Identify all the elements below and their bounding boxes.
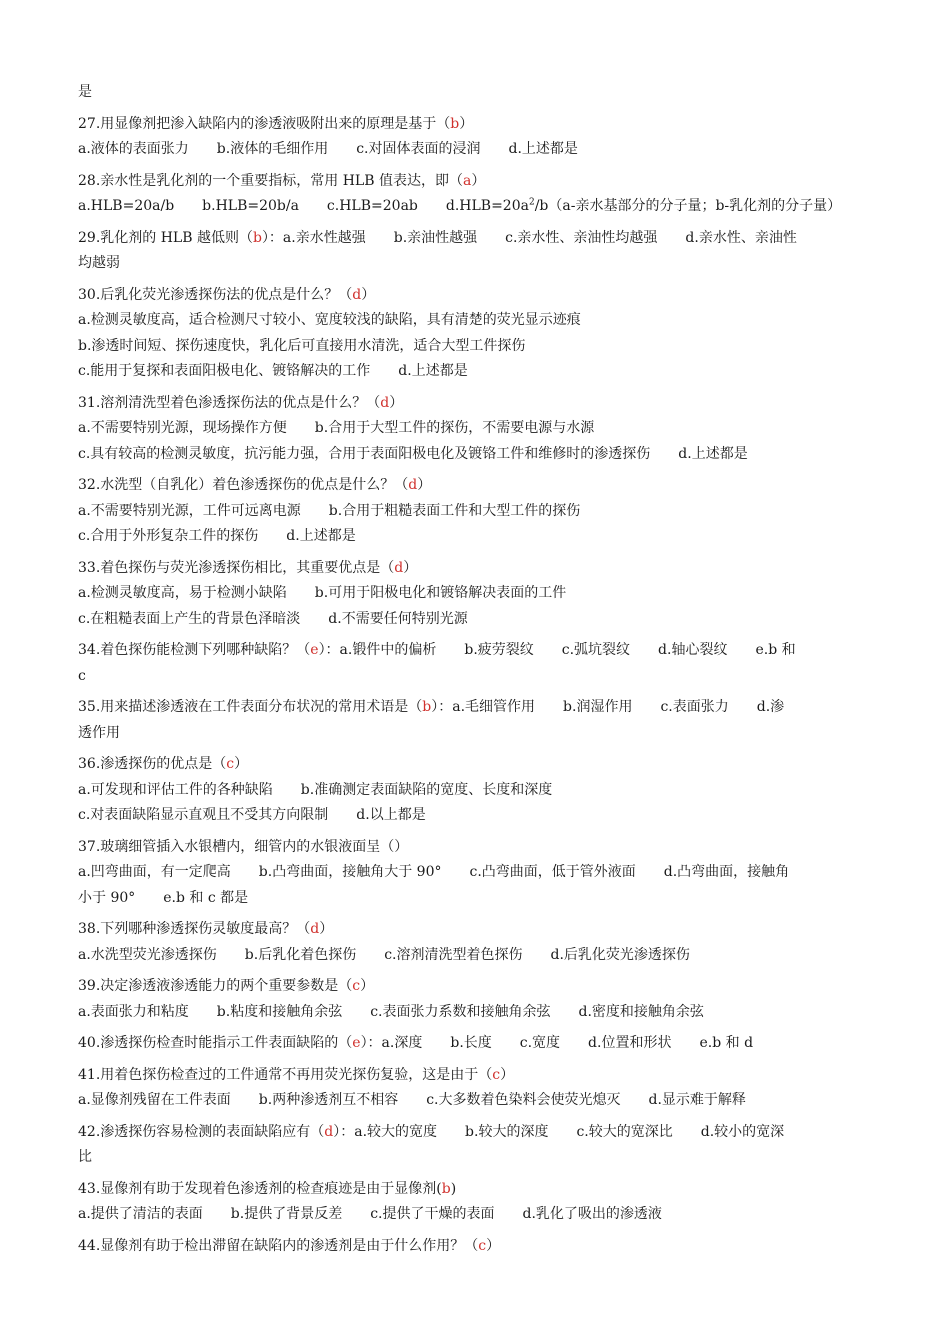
question-text-tail: ）：a.深度 b.长度 c.宽度 d.位置和形状 e.b 和 d [360,1035,754,1051]
question-text: 43.显像剂有助于发现着色渗透剂的检查痕迹是由于显像剂( [78,1180,442,1197]
options-line: a.提供了清洁的表面 b.提供了背景反差 c.提供了干燥的表面 d.乳化了吸出的渗透液 [78,1206,662,1222]
question-line [78,917,874,943]
continuation-line: c [78,667,86,684]
answer-letter: d [394,559,404,576]
question-text-tail: ）：a.亲水性越强 b.亲油性越强 c.亲水性、亲油性均越强 d.亲水性、亲油性 [261,229,797,246]
question-text: 32.水洗型（自乳化）着色渗透探伤的优点是什么？（ [78,477,409,493]
question-text-tail: ） [234,756,249,772]
options-line: c.具有较高的检测灵敏度，抗污能力强，合用于表面阳极电化及镀铬工件和维修时的渗透探伤 d.上述都是 [78,445,748,462]
continuation-line: 透作用 [78,724,120,741]
options-line: a.检测灵敏度高，适合检测尺寸较小、宽度较浅的缺陷，具有清楚的荧光显示迹痕 [78,312,581,328]
answer-letter: c [492,1066,501,1083]
options-line: a.可发现和评估工件的各种缺陷 b.准确测定表面缺陷的宽度、长度和深度 [78,781,553,798]
question-text-tail: ） [361,286,376,303]
question-text: 27.用显像剂把渗入缺陷内的渗透液吸附出来的原理是基于（ [78,115,451,132]
answer-letter: b [441,1180,451,1197]
answer-letter: c [352,978,361,994]
answer-letter: b [450,115,460,132]
question-text: 42.渗透探伤容易检测的表面缺陷应有（ [78,1123,325,1140]
question-text-tail: ） [459,115,474,132]
question-text: 34.着色探伤能检测下列哪种缺陷？（ [78,642,311,658]
question-text: 39.决定渗透液渗透能力的两个重要参数是（ [78,978,353,994]
continuation-line: 是 [78,84,92,100]
question-text: 30.后乳化荧光渗透探伤法的优点是什么？（ [78,286,353,303]
continuation-line: 小于 90° e.b 和 c 都是 [78,889,249,906]
question-line [78,1031,874,1057]
question-text-tail: ）：a.毛细管作用 b.润湿作用 c.表面张力 d.渗 [431,699,785,715]
question-line [78,283,874,309]
question-line [78,638,874,664]
question-line [78,473,874,499]
question-text-tail: ）：a.锻件中的偏析 b.疲劳裂纹 c.弧坑裂纹 d.轴心裂纹 e.b 和 [318,642,796,658]
options-line: a.表面张力和粘度 b.粘度和接触角余弦 c.表面张力系数和接触角余弦 d.密度和接触角余弦 [78,1003,704,1020]
question-text-tail: ）：a.较大的宽度 b.较大的深度 c.较大的宽深比 d.较小的宽深 [333,1123,785,1140]
question-line [78,974,874,1000]
options-line: c.对表面缺陷显示直观且不受其方向限制 d.以上都是 [78,807,426,823]
answer-letter: a [462,172,472,189]
question-line [78,169,874,195]
question-line [78,1177,874,1203]
question-text: 41.用着色探伤检查过的工件通常不再用荧光探伤复验，这是由于（ [78,1066,493,1083]
answer-letter: b [422,699,432,715]
question-text-tail: ） [319,921,334,937]
options-line: a.液体的表面张力 b.液体的毛细作用 c.对固体表面的浸润 d.上述都是 [78,141,578,157]
option-text-tail: /b（a-亲水基部分的分子量；b-乳化剂的分子量） [534,198,842,214]
question-text-tail: ) [450,1180,457,1197]
superscript: 2 [528,197,535,208]
options-line: a.凹弯曲面，有一定爬高 b.凸弯曲面，接触角大于 90° c.凸弯曲面，低于管外液面 d.凸弯曲面，接触角 [78,864,790,880]
answer-letter: d [408,477,418,493]
question-text-tail: ） [389,394,404,411]
answer-letter: c [478,1237,487,1254]
question-text: 35.用来描述渗透液在工件表面分布状况的常用术语是（ [78,699,423,715]
question-text: 37.玻璃细管插入水银槽内，细管内的水银液面呈（） [78,838,409,855]
question-line [78,1120,874,1146]
question-text: 44.显像剂有助于检出滞留在缺陷内的渗透剂是由于什么作用？（ [78,1237,479,1254]
question-text: 29.乳化剂的 HLB 越低则（ [78,229,253,246]
question-text-tail: ） [486,1237,501,1254]
question-text: 28.亲水性是乳化剂的一个重要指标，常用 HLB 值表达，即（ [78,172,463,189]
continuation-line: 比 [78,1149,92,1165]
question-text-tail: ） [360,978,375,994]
options-line: a.显像剂残留在工件表面 b.两种渗透剂互不相容 c.大多数着色染料会使荧光熄灭 d.显示难于解释 [78,1092,746,1108]
question-line [78,695,874,721]
question-line [78,112,874,138]
question-text: 36.渗透探伤的优点是（ [78,756,227,772]
options-line: b.渗透时间短、探伤速度快，乳化后可直接用水清洗，适合大型工件探伤 [78,337,526,354]
question-text-tail: ） [500,1066,515,1083]
answer-letter: d [352,286,362,303]
answer-letter: d [310,921,320,937]
question-text: 40.渗透探伤检查时能指示工件表面缺陷的（ [78,1035,353,1051]
options-line: a.不需要特别光源，工件可远离电源 b.合用于粗糙表面工件和大型工件的探伤 [78,502,581,519]
options-line: c.合用于外形复杂工件的探伤 d.上述都是 [78,528,356,544]
answer-letter: e [352,1035,361,1051]
option-text: a.HLB=20a/b b.HLB=20b/a c.HLB=20ab d.HLB=20a [78,198,529,214]
question-line [78,752,874,778]
options-line: c.在粗糙表面上产生的背景色泽暗淡 d.不需要任何特别光源 [78,610,468,627]
answer-letter: c [226,756,235,772]
answer-letter: d [324,1123,334,1140]
question-line [78,226,874,252]
question-list [78,80,874,1259]
answer-letter: d [380,394,390,411]
options-line: a.检测灵敏度高，易于检测小缺陷 b.可用于阳极电化和镀铬解决表面的工件 [78,585,567,601]
question-line [78,1063,874,1089]
options-line [78,194,874,220]
question-text: 31.溶剂清洗型着色渗透探伤法的优点是什么？（ [78,394,381,411]
question-line [78,1234,874,1260]
question-text: 38.下列哪种渗透探伤灵敏度最高？（ [78,921,311,937]
question-line [78,391,874,417]
question-line [78,556,874,582]
answer-letter: b [252,229,262,246]
question-text: 33.着色探伤与荧光渗透探伤相比，其重要优点是（ [78,559,395,576]
answer-letter: e [310,642,319,658]
options-line: a.不需要特别光源，现场操作方便 b.合用于大型工件的探伤，不需要电源与水源 [78,420,595,436]
continuation-line: 均越弱 [78,255,120,271]
options-line: c.能用于复探和表面阳极电化、镀铬解决的工作 d.上述都是 [78,363,468,379]
question-text-tail: ） [417,477,432,493]
question-text-tail: ） [403,559,418,576]
question-line [78,835,874,861]
options-line: a.水洗型荧光渗透探伤 b.后乳化着色探伤 c.溶剂清洗型着色探伤 d.后乳化荧光渗透探伤 [78,946,690,963]
question-text-tail: ） [471,172,486,189]
